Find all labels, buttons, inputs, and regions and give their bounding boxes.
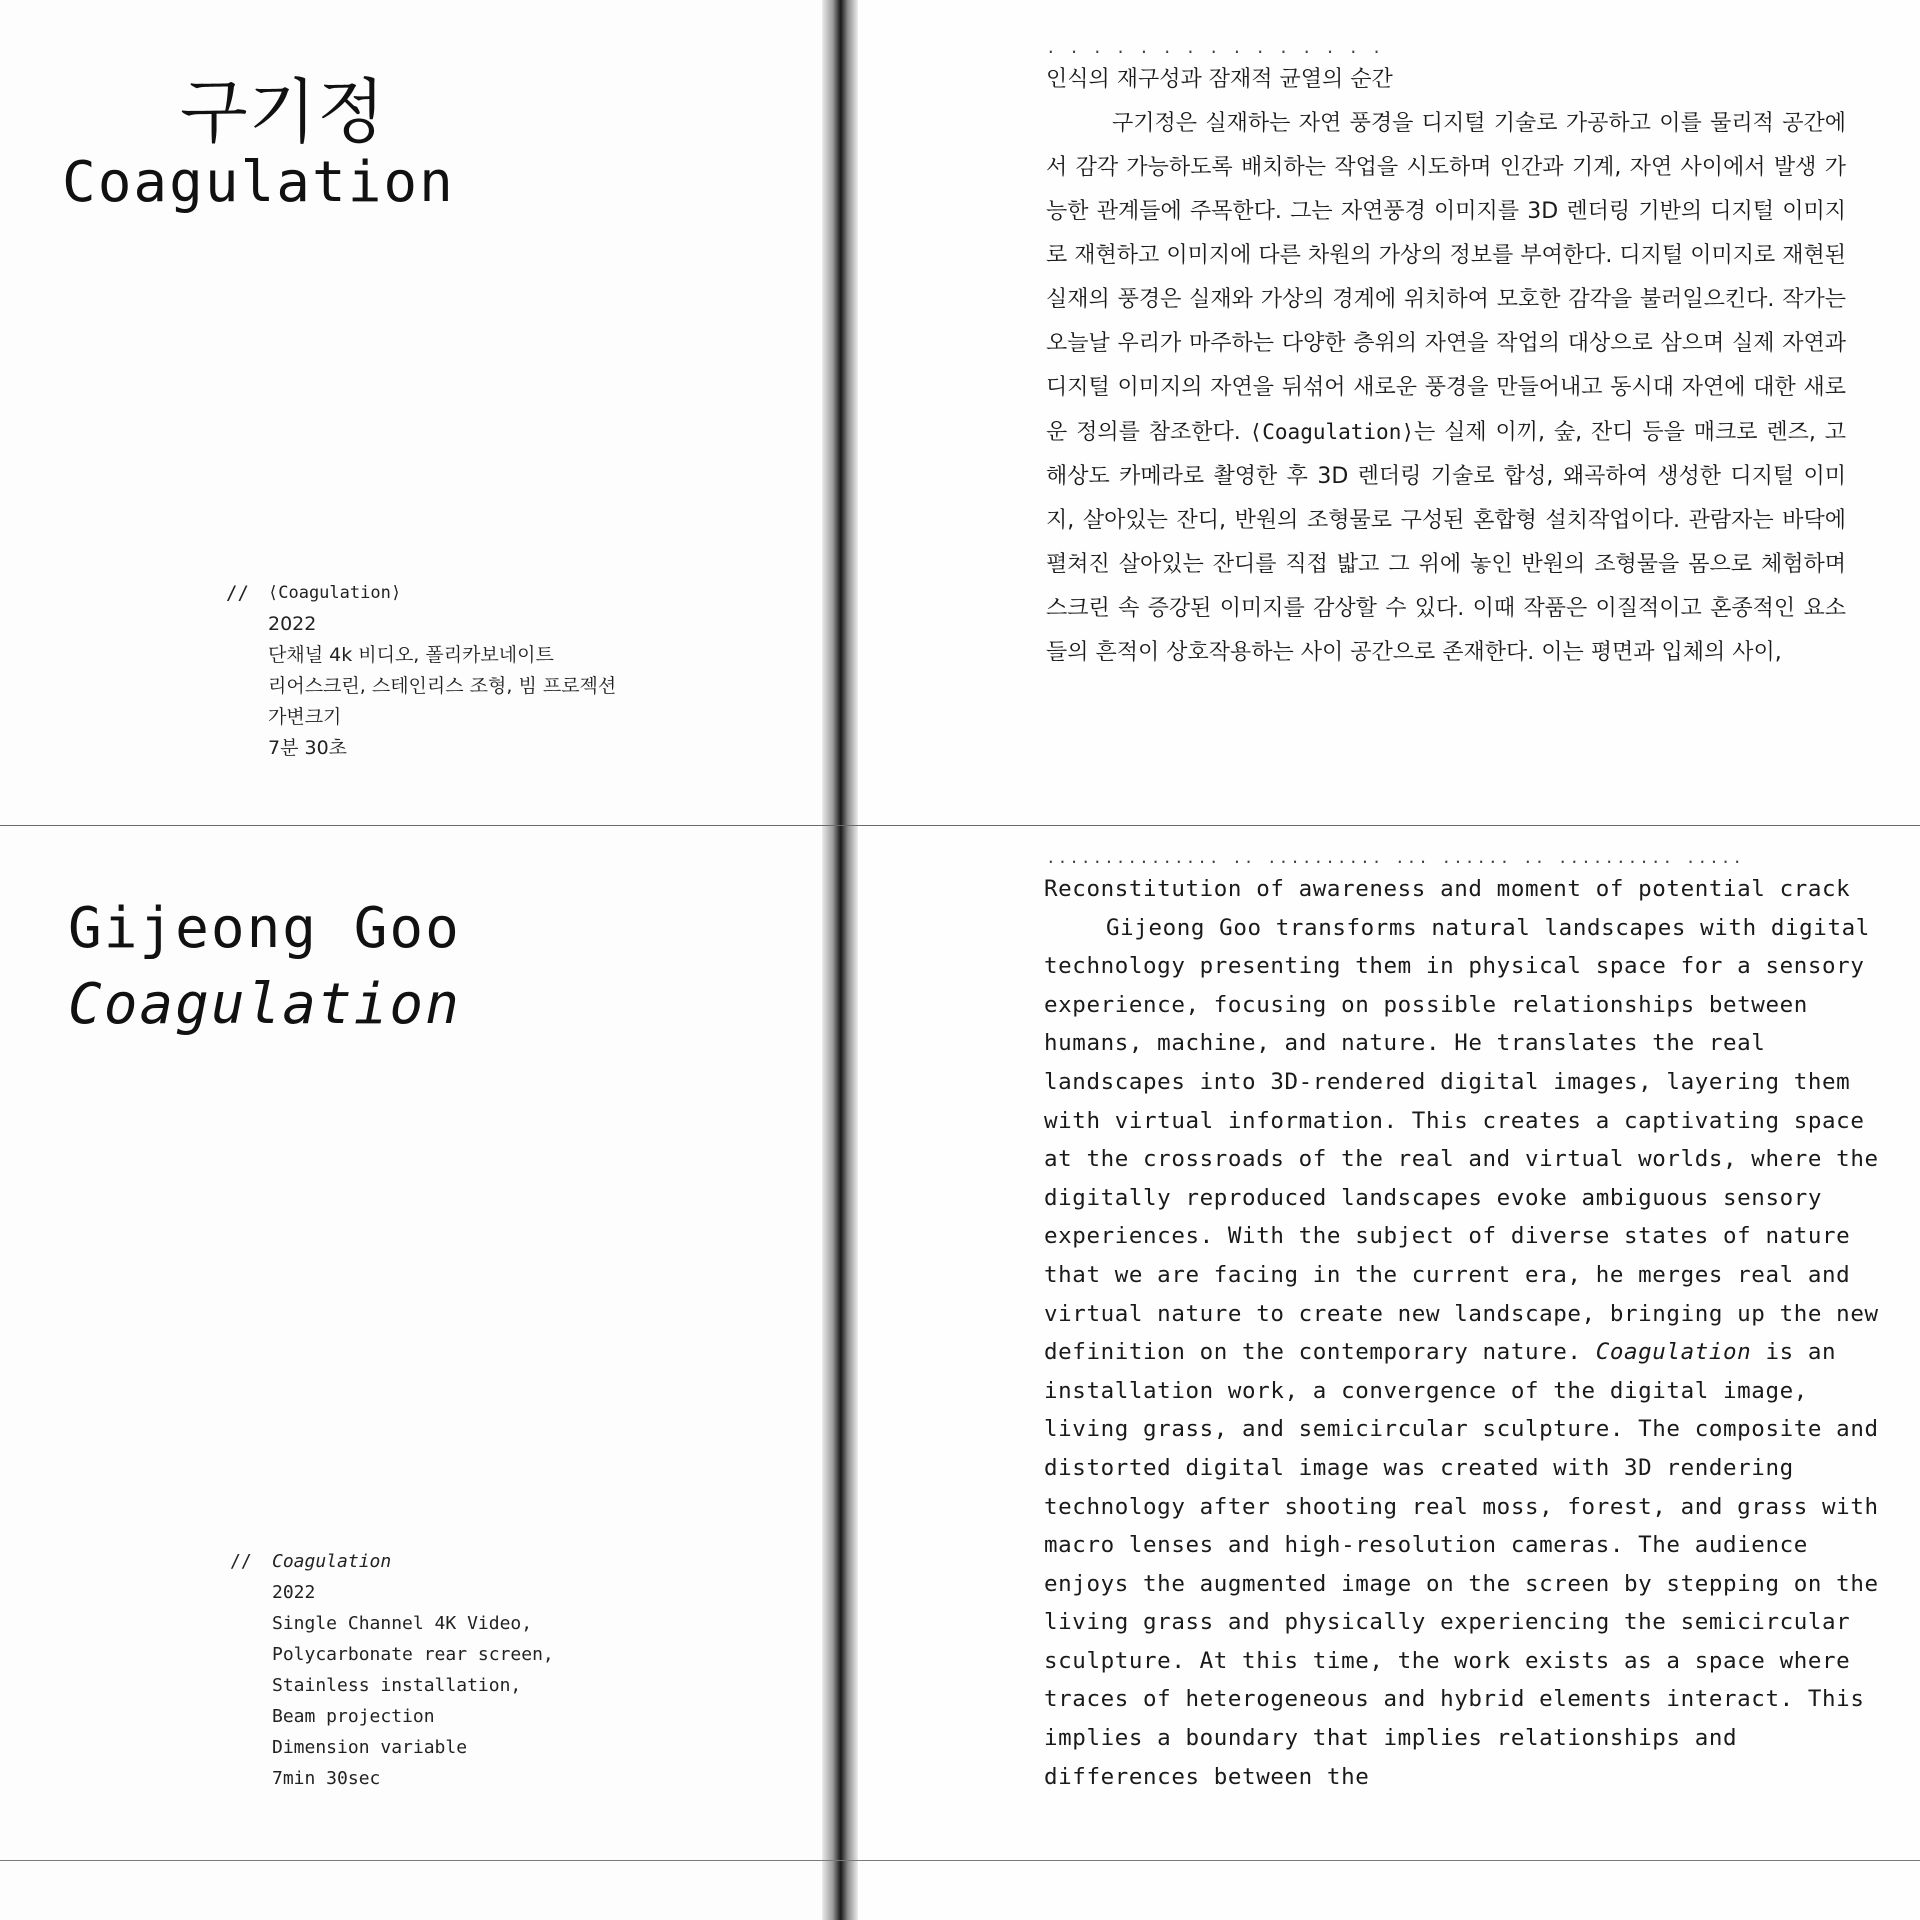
- korean-essay-work-title: ⟨Coagulation⟩: [1249, 420, 1414, 444]
- caption-duration: 7분 30초: [268, 737, 348, 759]
- caption-dimensions: 가변크기: [268, 706, 342, 728]
- korean-essay-heading: 인식의 재구성과 잠재적 균열의 순간: [1046, 67, 1393, 92]
- korean-artist-name: 구기정: [180, 71, 386, 153]
- caption-medium-line1: Single Channel 4K Video,: [272, 1613, 533, 1634]
- page-bottom-edge: [0, 1860, 1920, 1861]
- english-essay-text-part2: is an installation work, a convergence of the digital image, living grass, and semicircular sculpture. The composite and distorted digital image was created with 3D rendering technology after shooting real moss, forest, and grass with macro lenses and high-resolution cameras. The audience enjoys the augmented image on the screen by stepping on the living grass and physically experiencing the semicircular sculpture. At this time, the work exists as a space where traces of heterogeneous and hybrid elements interact. This implies a boundary that implies relationships and differences between the: [1044, 1339, 1879, 1790]
- korean-work-caption: [226, 578, 617, 764]
- caption-year: 2022: [272, 1582, 316, 1603]
- book-gutter: [822, 826, 858, 1920]
- english-work-title: Coagulation: [68, 972, 461, 1037]
- korean-title-page: [0, 0, 822, 826]
- english-work-caption: [230, 1546, 554, 1794]
- caption-duration: 7min 30sec: [272, 1768, 381, 1789]
- dotted-ornament: ............... .. .......... ... ...... .. .......... .....: [1046, 848, 1744, 867]
- korean-essay: [1046, 58, 1846, 675]
- caption-medium-line2: 리어스크린, 스테인리스 조형, 빔 프로젝션: [268, 675, 617, 697]
- caption-medium-line2: Polycarbonate rear screen,: [272, 1644, 554, 1665]
- caption-title: ⟨Coagulation⟩: [268, 583, 402, 603]
- caption-marker: //: [226, 582, 249, 604]
- english-essay-heading: Reconstitution of awareness and moment of potential crack: [1044, 876, 1851, 902]
- book-gutter: [822, 0, 858, 826]
- english-essay-body: [1044, 909, 1894, 1797]
- english-essay: [1044, 870, 1894, 1796]
- dotted-ornament: . . . . . . . . . . . . . . .: [1046, 38, 1384, 57]
- english-essay-work-title: Coagulation: [1595, 1339, 1752, 1366]
- english-essay-text-part1: Gijeong Goo transforms natural landscapes with digital technology presenting them in physical space for a sensory experience, focusing on possible relationships between humans, machine, and nature. He translates the real landscapes into 3D-rendered digital images, layering them with virtual information. This creates a captivating space at the crossroads of the real and virtual worlds, where the digitally reproduced landscapes evoke ambiguous sensory experiences. With the subject of diverse states of nature that we are facing in the current era, he merges real and virtual nature to create new landscape, bringing up the new definition on the contemporary nature.: [1044, 914, 1879, 1366]
- korean-essay-body: [1046, 102, 1846, 675]
- korean-page-work-title: Coagulation: [62, 150, 455, 215]
- caption-year: 2022: [268, 613, 317, 635]
- caption-medium-line1: 단채널 4k 비디오, 폴리카보네이트: [268, 644, 554, 666]
- caption-dimensions: Dimension variable: [272, 1737, 468, 1758]
- korean-spread: [0, 0, 1920, 826]
- caption-marker: //: [230, 1551, 252, 1572]
- korean-essay-text-part2: 는 실제 이끼, 숲, 잔디 등을 매크로 렌즈, 고해상도 카메라로 촬영한 후 3D 렌더링 기술로 합성, 왜곡하여 생성한 디지털 이미지, 살아있는 잔디, 반원의 조형물로 구성된 혼합형 설치작업이다. 관람자는 바닥에 펼쳐진 살아있는 잔디를 직접 밟고 그 위에 놓인 반원의 조형물을 몸으로 체험하며 스크린 속 증강된 이미지를 감상할 수 있다. 이때 작품은 이질적이고 혼종적인 요소들의 흔적이 상호작용하는 사이 공간으로 존재한다. 이는 평면과 입체의 사이,: [1046, 420, 1846, 665]
- caption-medium-line3: Stainless installation,: [272, 1675, 522, 1696]
- english-artist-name: Gijeong Goo: [68, 896, 461, 961]
- caption-title: Coagulation: [272, 1551, 392, 1572]
- korean-essay-text-part1: 구기정은 실재하는 자연 풍경을 디지털 기술로 가공하고 이를 물리적 공간에서 감각 가능하도록 배치하는 작업을 시도하며 인간과 기계, 자연 사이에서 발생 가능한 관계들에 주목한다. 그는 자연풍경 이미지를 3D 렌더링 기반의 디지털 이미지로 재현하고 이미지에 다른 차원의 가상의 정보를 부여한다. 디지털 이미지로 재현된 실재의 풍경은 실재와 가상의 경계에 위치하여 모호한 감각을 불러일으킨다. 작가는 오늘날 우리가 마주하는 다양한 층위의 자연을 작업의 대상으로 삼으며 실제 자연과 디지털 이미지의 자연을 뒤섞어 새로운 풍경을 만들어내고 동시대 자연에 대한 새로운 정의를 참조한다.: [1046, 111, 1846, 445]
- caption-medium-line4: Beam projection: [272, 1706, 435, 1727]
